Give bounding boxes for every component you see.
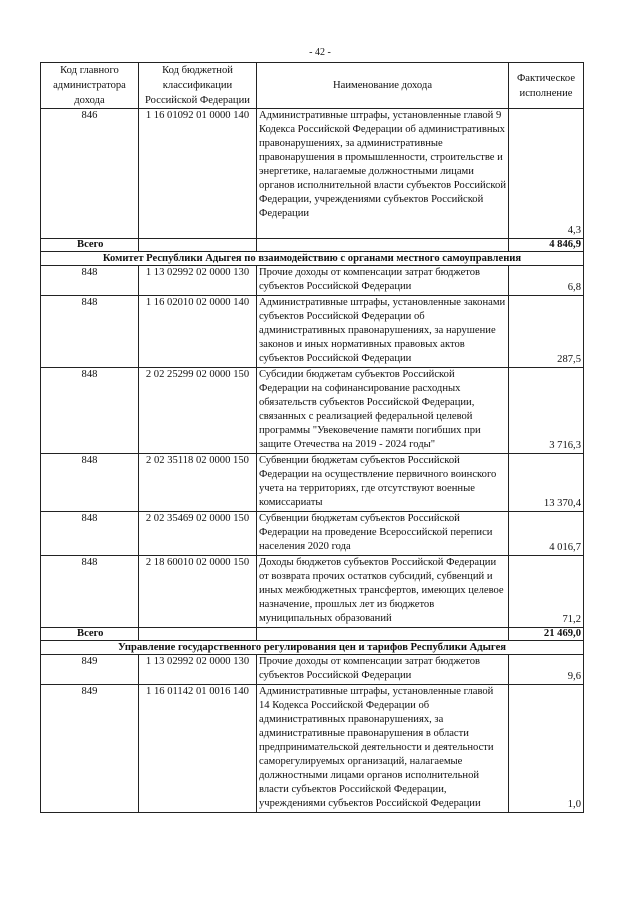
- actual-value-cell: 71,2: [509, 556, 584, 628]
- total-label: Всего: [41, 628, 139, 641]
- total-row: [41, 628, 584, 641]
- actual-value-cell: 9,6: [509, 655, 584, 685]
- table-row: [41, 454, 584, 512]
- actual-value-cell: 3 716,3: [509, 368, 584, 454]
- header-actual: Фактическое исполнение: [509, 63, 584, 109]
- empty-cell: [139, 628, 257, 641]
- revenue-table: [40, 62, 584, 813]
- budget-code-cell: 1 16 01092 01 0000 140: [139, 109, 257, 239]
- budget-code-cell: 1 16 01142 01 0016 140: [139, 685, 257, 813]
- header-admin-code: Код главного администратора дохода: [41, 63, 139, 109]
- table-row: [41, 685, 584, 813]
- revenue-name-cell: Субвенции бюджетам субъектов Российской Федерации на проведение Всероссийской переписи населения 2020 года: [257, 512, 509, 556]
- actual-value-cell: 4 016,7: [509, 512, 584, 556]
- table-row: [41, 512, 584, 556]
- header-budget-code: Код бюджетной классификации Российской Федерации: [139, 63, 257, 109]
- budget-code-cell: 1 13 02992 02 0000 130: [139, 266, 257, 296]
- table-row: [41, 368, 584, 454]
- budget-code-cell: 2 02 25299 02 0000 150: [139, 368, 257, 454]
- revenue-name-cell: Субвенции бюджетам субъектов Российской Федерации на осуществление первичного воинского учета на территориях, где отсутствуют военные комиссариаты: [257, 454, 509, 512]
- actual-value-cell: 4,3: [509, 109, 584, 239]
- revenue-name-cell: Прочие доходы от компенсации затрат бюджетов субъектов Российской Федерации: [257, 266, 509, 296]
- revenue-name-cell: Прочие доходы от компенсации затрат бюджетов субъектов Российской Федерации: [257, 655, 509, 685]
- header-revenue-name: Наименование дохода: [257, 63, 509, 109]
- section-title: Комитет Республики Адыгея по взаимодействию с органами местного самоуправления: [41, 252, 584, 266]
- section-header-row: [41, 641, 584, 655]
- actual-value-cell: 1,0: [509, 685, 584, 813]
- table-row: [41, 266, 584, 296]
- budget-code-cell: 2 02 35469 02 0000 150: [139, 512, 257, 556]
- revenue-name-cell: Административные штрафы, установленные главой 9 Кодекса Российской Федерации об административных правонарушениях, за административные правонарушения в промышленности, строительстве и энергетике, налагаемые должностными лицами органов исполнительной власти субъектов Российской Федерации, учреждениями субъектов Российской Федерации: [257, 109, 509, 239]
- table-row: [41, 109, 584, 239]
- table-row: [41, 296, 584, 368]
- empty-cell: [257, 628, 509, 641]
- budget-code-cell: 1 13 02992 02 0000 130: [139, 655, 257, 685]
- revenue-name-cell: Субсидии бюджетам субъектов Российской Федерации на софинансирование расходных обязательств субъектов Российской Федерации, связанных с реализацией федеральной целевой программы "Увековечение памяти погибших при защите Отечества на 2019 - 2024 годы": [257, 368, 509, 454]
- admin-code-cell: 848: [41, 296, 139, 368]
- budget-code-cell: 1 16 02010 02 0000 140: [139, 296, 257, 368]
- admin-code-cell: 848: [41, 512, 139, 556]
- revenue-name-cell: Доходы бюджетов субъектов Российской Федерации от возврата прочих остатков субсидий, субвенций и иных межбюджетных трансфертов, имеющих целевое назначение, прошлых лет из бюджетов муниципальных образований: [257, 556, 509, 628]
- total-value: 4 846,9: [509, 239, 584, 252]
- empty-cell: [257, 239, 509, 252]
- admin-code-cell: 849: [41, 685, 139, 813]
- admin-code-cell: 848: [41, 368, 139, 454]
- section-title: Управление государственного регулирования цен и тарифов Республики Адыгея: [41, 641, 584, 655]
- actual-value-cell: 6,8: [509, 266, 584, 296]
- header-row: [41, 63, 584, 109]
- budget-code-cell: 2 02 35118 02 0000 150: [139, 454, 257, 512]
- budget-code-cell: 2 18 60010 02 0000 150: [139, 556, 257, 628]
- admin-code-cell: 848: [41, 454, 139, 512]
- admin-code-cell: 846: [41, 109, 139, 239]
- page-number: - 42 -: [309, 47, 331, 58]
- empty-cell: [139, 239, 257, 252]
- total-label: Всего: [41, 239, 139, 252]
- table-row: [41, 655, 584, 685]
- actual-value-cell: 287,5: [509, 296, 584, 368]
- actual-value-cell: 13 370,4: [509, 454, 584, 512]
- total-row: [41, 239, 584, 252]
- admin-code-cell: 848: [41, 266, 139, 296]
- total-value: 21 469,0: [509, 628, 584, 641]
- rows-848: [41, 266, 584, 628]
- table-row: [41, 556, 584, 628]
- admin-code-cell: 849: [41, 655, 139, 685]
- rows-849: [41, 655, 584, 813]
- section-header-row: [41, 252, 584, 266]
- admin-code-cell: 848: [41, 556, 139, 628]
- revenue-name-cell: Административные штрафы, установленные главой 14 Кодекса Российской Федерации об административных правонарушениях, за административные правонарушения в области предпринимательской деятельности и деятельности саморегулируемых организаций, налагаемые должностными лицами органов исполнительной власти субъектов Российской Федерации, учреждениями субъектов Российской Федерации: [257, 685, 509, 813]
- revenue-name-cell: Административные штрафы, установленные законами субъектов Российской Федерации об административных правонарушениях, за нарушение законов и иных нормативных правовых актов субъектов Российской Федерации: [257, 296, 509, 368]
